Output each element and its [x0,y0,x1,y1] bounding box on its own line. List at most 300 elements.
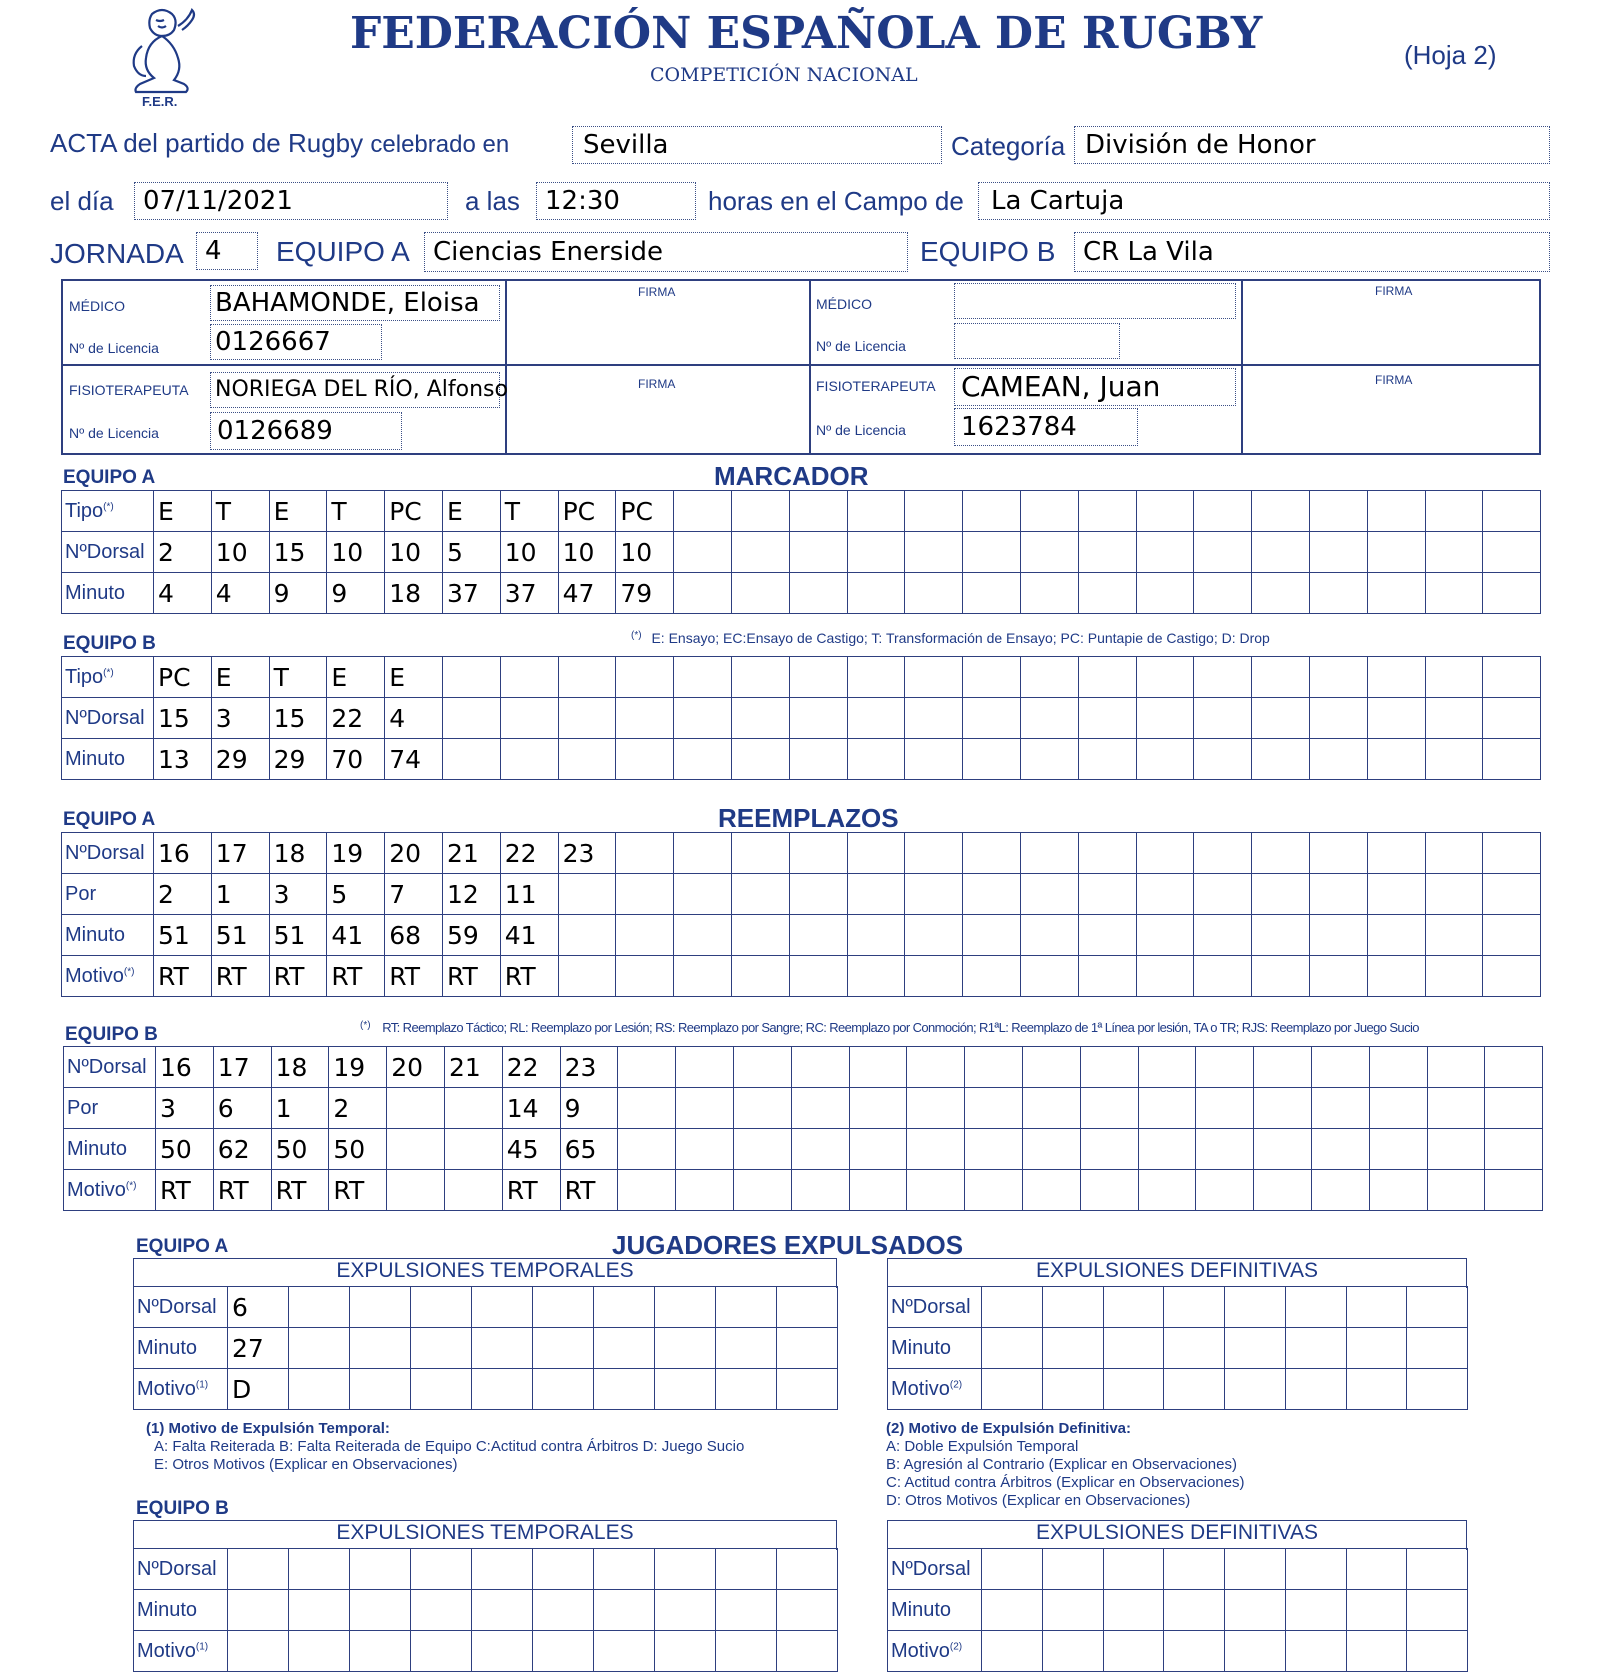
grid-cell[interactable] [350,1287,411,1328]
grid-cell[interactable] [849,1129,907,1170]
grid-cell[interactable] [1425,491,1483,532]
grid-cell[interactable] [533,1328,594,1369]
grid-cell[interactable] [1346,1328,1407,1369]
grid-cell[interactable] [1311,1129,1369,1170]
grid-cell[interactable]: RT [385,956,443,997]
grid-cell[interactable] [1483,491,1541,532]
grid-cell[interactable] [847,491,905,532]
grid-cell[interactable] [905,491,963,532]
grid-cell[interactable] [387,1129,445,1170]
grid-cell[interactable] [442,739,500,780]
doctor-a-license-field[interactable]: 0126667 [210,324,382,360]
grid-cell[interactable] [1346,1287,1407,1328]
grid-cell[interactable] [1194,739,1252,780]
grid-cell[interactable] [472,1287,533,1328]
grid-cell[interactable] [847,657,905,698]
grid-cell[interactable]: 20 [385,833,443,874]
grid-cell[interactable] [350,1328,411,1369]
grid-cell[interactable] [1136,874,1194,915]
grid-cell[interactable] [411,1328,472,1369]
grid-cell[interactable] [731,698,789,739]
grid-cell[interactable] [982,1631,1043,1672]
grid-cell[interactable] [289,1328,350,1369]
grid-cell[interactable] [731,874,789,915]
grid-cell[interactable] [1020,874,1078,915]
grid-cell[interactable] [1367,491,1425,532]
grid-cell[interactable]: 6 [228,1287,289,1328]
grid-cell[interactable] [716,1369,777,1410]
grid-cell[interactable]: RT [329,1170,387,1211]
grid-cell[interactable] [228,1549,289,1590]
grid-cell[interactable] [558,915,616,956]
grid-cell[interactable] [594,1369,655,1410]
grid-cell[interactable]: 5 [327,874,385,915]
grid-cell[interactable] [1020,956,1078,997]
grid-cell[interactable] [963,956,1021,997]
grid-cell[interactable] [594,1590,655,1631]
grid-cell[interactable] [350,1369,411,1410]
grid-cell[interactable] [533,1590,594,1631]
grid-cell[interactable] [963,915,1021,956]
grid-cell[interactable] [789,874,847,915]
grid-cell[interactable] [1285,1590,1346,1631]
grid-cell[interactable] [411,1369,472,1410]
grid-cell[interactable] [1369,1047,1427,1088]
grid-cell[interactable]: 10 [558,532,616,573]
grid-cell[interactable] [791,1047,849,1088]
grid-cell[interactable]: 29 [269,739,327,780]
grid-cell[interactable]: 27 [228,1328,289,1369]
grid-cell[interactable] [1136,532,1194,573]
grid-cell[interactable]: 47 [558,573,616,614]
grid-cell[interactable] [1136,698,1194,739]
grid-cell[interactable]: 50 [329,1129,387,1170]
grid-cell[interactable] [1483,833,1541,874]
grid-cell[interactable] [1425,874,1483,915]
grid-cell[interactable] [472,1590,533,1631]
grid-cell[interactable] [982,1549,1043,1590]
grid-cell[interactable] [905,874,963,915]
grid-cell[interactable] [716,1328,777,1369]
grid-cell[interactable] [905,833,963,874]
grid-cell[interactable]: 10 [500,532,558,573]
grid-cell[interactable]: 4 [385,698,443,739]
grid-cell[interactable]: 10 [327,532,385,573]
grid-cell[interactable] [1042,1631,1103,1672]
grid-cell[interactable] [1346,1631,1407,1672]
grid-cell[interactable]: 3 [156,1088,214,1129]
grid-cell[interactable] [963,698,1021,739]
grid-cell[interactable] [1078,532,1136,573]
grid-cell[interactable] [1309,739,1367,780]
grid-cell[interactable] [1346,1369,1407,1410]
grid-cell[interactable] [1309,657,1367,698]
grid-cell[interactable]: 2 [329,1088,387,1129]
grid-cell[interactable] [1483,739,1541,780]
grid-cell[interactable]: 18 [271,1047,329,1088]
grid-cell[interactable] [655,1287,716,1328]
grid-cell[interactable] [1020,491,1078,532]
grid-cell[interactable]: 21 [442,833,500,874]
grid-cell[interactable]: RT [154,956,212,997]
grid-cell[interactable] [907,1088,965,1129]
doctor-a-field[interactable]: BAHAMONDE, Eloisa [210,285,500,321]
grid-cell[interactable] [847,573,905,614]
grid-cell[interactable] [1022,1047,1080,1088]
grid-cell[interactable] [1078,657,1136,698]
grid-cell[interactable] [1138,1088,1196,1129]
grid-cell[interactable] [1427,1088,1485,1129]
grid-cell[interactable] [472,1549,533,1590]
grid-cell[interactable]: 65 [560,1129,618,1170]
grid-cell[interactable] [777,1549,838,1590]
grid-cell[interactable]: 5 [442,532,500,573]
grid-cell[interactable] [387,1088,445,1129]
grid-cell[interactable] [1225,1631,1286,1672]
grid-cell[interactable] [1136,956,1194,997]
grid-cell[interactable]: 17 [213,1047,271,1088]
category-field[interactable]: División de Honor [1074,126,1550,164]
grid-cell[interactable]: 23 [558,833,616,874]
grid-cell[interactable] [1425,833,1483,874]
grid-cell[interactable] [676,1129,734,1170]
grid-cell[interactable] [1483,874,1541,915]
grid-cell[interactable] [905,657,963,698]
grid-cell[interactable] [1225,1369,1286,1410]
grid-cell[interactable]: 50 [156,1129,214,1170]
grid-cell[interactable] [1225,1328,1286,1369]
grid-cell[interactable] [1254,1129,1312,1170]
grid-cell[interactable] [849,1047,907,1088]
grid-cell[interactable]: RT [500,956,558,997]
grid-cell[interactable] [1252,532,1310,573]
grid-cell[interactable] [1136,739,1194,780]
grid-cell[interactable] [791,1088,849,1129]
grid-cell[interactable] [716,1549,777,1590]
grid-cell[interactable]: 41 [500,915,558,956]
grid-cell[interactable] [289,1590,350,1631]
grid-cell[interactable] [674,698,732,739]
grid-cell[interactable]: 10 [211,532,269,573]
grid-cell[interactable]: 1 [211,874,269,915]
grid-cell[interactable] [847,532,905,573]
grid-cell[interactable] [1020,833,1078,874]
grid-cell[interactable] [847,739,905,780]
grid-cell[interactable]: E [211,657,269,698]
grid-cell[interactable] [1138,1170,1196,1211]
grid-cell[interactable] [1042,1287,1103,1328]
grid-cell[interactable] [676,1047,734,1088]
grid-cell[interactable] [789,573,847,614]
grid-cell[interactable] [1485,1088,1543,1129]
grid-cell[interactable] [228,1631,289,1672]
grid-cell[interactable]: RT [271,1170,329,1211]
grid-cell[interactable] [228,1590,289,1631]
grid-cell[interactable] [674,491,732,532]
grid-cell[interactable]: 10 [616,532,674,573]
grid-cell[interactable] [1425,573,1483,614]
time-field[interactable]: 12:30 [536,182,696,220]
grid-cell[interactable] [963,657,1021,698]
grid-cell[interactable] [905,532,963,573]
grid-cell[interactable] [411,1287,472,1328]
grid-cell[interactable] [289,1631,350,1672]
grid-cell[interactable] [1309,698,1367,739]
grid-cell[interactable] [616,915,674,956]
grid-cell[interactable] [533,1369,594,1410]
grid-cell[interactable] [1369,1129,1427,1170]
grid-cell[interactable] [1042,1369,1103,1410]
grid-cell[interactable] [472,1631,533,1672]
grid-cell[interactable] [731,657,789,698]
grid-cell[interactable] [1369,1170,1427,1211]
grid-cell[interactable] [1136,573,1194,614]
grid-cell[interactable] [1407,1369,1468,1410]
grid-cell[interactable] [1309,573,1367,614]
grid-cell[interactable] [558,657,616,698]
grid-cell[interactable]: 62 [213,1129,271,1170]
grid-cell[interactable] [387,1170,445,1211]
grid-cell[interactable] [847,956,905,997]
grid-cell[interactable] [905,573,963,614]
grid-cell[interactable] [618,1088,676,1129]
grid-cell[interactable] [1407,1631,1468,1672]
grid-cell[interactable] [1367,573,1425,614]
grid-cell[interactable] [1285,1369,1346,1410]
grid-cell[interactable]: 51 [154,915,212,956]
grid-cell[interactable]: 23 [560,1047,618,1088]
grid-cell[interactable]: 51 [211,915,269,956]
grid-cell[interactable] [1483,573,1541,614]
grid-cell[interactable] [1407,1590,1468,1631]
grid-cell[interactable] [411,1549,472,1590]
grid-cell[interactable] [1078,491,1136,532]
grid-cell[interactable] [442,657,500,698]
grid-cell[interactable]: 6 [213,1088,271,1129]
grid-cell[interactable]: E [385,657,443,698]
grid-cell[interactable] [1407,1287,1468,1328]
grid-cell[interactable] [1164,1369,1225,1410]
grid-cell[interactable] [733,1047,791,1088]
grid-cell[interactable] [789,491,847,532]
grid-cell[interactable] [1080,1170,1138,1211]
grid-cell[interactable] [1194,915,1252,956]
grid-cell[interactable] [350,1631,411,1672]
grid-cell[interactable] [1103,1590,1164,1631]
grid-cell[interactable]: E [327,657,385,698]
grid-cell[interactable] [350,1549,411,1590]
grid-cell[interactable] [1252,698,1310,739]
grid-cell[interactable] [1252,657,1310,698]
grid-cell[interactable] [442,698,500,739]
grid-cell[interactable]: 11 [500,874,558,915]
round-field[interactable]: 4 [196,232,258,270]
grid-cell[interactable]: RT [211,956,269,997]
grid-cell[interactable] [533,1631,594,1672]
grid-cell[interactable] [616,874,674,915]
grid-cell[interactable] [1020,657,1078,698]
grid-cell[interactable] [1196,1170,1254,1211]
grid-cell[interactable] [1020,915,1078,956]
grid-cell[interactable]: PC [154,657,212,698]
grid-cell[interactable] [907,1129,965,1170]
grid-cell[interactable] [1309,915,1367,956]
grid-cell[interactable]: PC [385,491,443,532]
grid-cell[interactable] [1078,739,1136,780]
grid-cell[interactable] [789,739,847,780]
grid-cell[interactable] [731,739,789,780]
grid-cell[interactable]: E [269,491,327,532]
physio-a-license-field[interactable]: 0126689 [210,412,402,450]
grid-cell[interactable] [1427,1047,1485,1088]
grid-cell[interactable] [1164,1549,1225,1590]
grid-cell[interactable] [1425,956,1483,997]
grid-cell[interactable] [1254,1047,1312,1088]
grid-cell[interactable] [1194,698,1252,739]
grid-cell[interactable] [676,1170,734,1211]
grid-cell[interactable]: T [211,491,269,532]
grid-cell[interactable] [963,573,1021,614]
grid-cell[interactable] [1080,1129,1138,1170]
grid-cell[interactable] [733,1170,791,1211]
grid-cell[interactable] [1252,833,1310,874]
grid-cell[interactable] [731,915,789,956]
grid-cell[interactable] [965,1088,1023,1129]
grid-cell[interactable]: E [154,491,212,532]
grid-cell[interactable] [655,1328,716,1369]
grid-cell[interactable]: 2 [154,874,212,915]
grid-cell[interactable] [472,1328,533,1369]
grid-cell[interactable] [655,1369,716,1410]
grid-cell[interactable] [1138,1129,1196,1170]
grid-cell[interactable]: RT [269,956,327,997]
grid-cell[interactable] [963,491,1021,532]
grid-cell[interactable] [789,698,847,739]
grid-cell[interactable] [963,739,1021,780]
grid-cell[interactable]: 21 [444,1047,502,1088]
grid-cell[interactable]: 37 [442,573,500,614]
grid-cell[interactable] [1138,1047,1196,1088]
grid-cell[interactable] [1252,956,1310,997]
grid-cell[interactable] [1483,915,1541,956]
grid-cell[interactable] [444,1170,502,1211]
grid-cell[interactable]: 59 [442,915,500,956]
grid-cell[interactable] [1309,874,1367,915]
grid-cell[interactable]: 20 [387,1047,445,1088]
grid-cell[interactable]: 2 [154,532,212,573]
grid-cell[interactable] [350,1590,411,1631]
grid-cell[interactable]: 15 [154,698,212,739]
grid-cell[interactable]: 14 [502,1088,560,1129]
grid-cell[interactable] [849,1170,907,1211]
grid-cell[interactable] [1078,573,1136,614]
grid-cell[interactable] [789,657,847,698]
grid-cell[interactable] [1020,698,1078,739]
grid-cell[interactable] [1252,491,1310,532]
grid-cell[interactable] [618,1129,676,1170]
grid-cell[interactable] [1103,1287,1164,1328]
grid-cell[interactable] [1225,1287,1286,1328]
grid-cell[interactable] [789,915,847,956]
grid-cell[interactable] [1254,1088,1312,1129]
grid-cell[interactable] [1020,532,1078,573]
grid-cell[interactable] [1311,1047,1369,1088]
grid-cell[interactable] [1136,833,1194,874]
grid-cell[interactable] [1196,1088,1254,1129]
grid-cell[interactable]: PC [616,491,674,532]
grid-cell[interactable] [655,1631,716,1672]
grid-cell[interactable] [674,657,732,698]
grid-cell[interactable] [777,1631,838,1672]
grid-cell[interactable] [1022,1170,1080,1211]
grid-cell[interactable]: 7 [385,874,443,915]
grid-cell[interactable] [1346,1590,1407,1631]
grid-cell[interactable]: T [269,657,327,698]
grid-cell[interactable] [472,1369,533,1410]
grid-cell[interactable]: 45 [502,1129,560,1170]
grid-cell[interactable] [847,874,905,915]
grid-cell[interactable] [731,573,789,614]
grid-cell[interactable]: 13 [154,739,212,780]
grid-cell[interactable] [674,739,732,780]
grid-cell[interactable]: 15 [269,532,327,573]
grid-cell[interactable] [1485,1170,1543,1211]
grid-cell[interactable] [963,532,1021,573]
grid-cell[interactable]: 1 [271,1088,329,1129]
grid-cell[interactable]: 9 [327,573,385,614]
grid-cell[interactable] [777,1369,838,1410]
grid-cell[interactable] [1194,573,1252,614]
grid-cell[interactable] [289,1369,350,1410]
grid-cell[interactable] [849,1088,907,1129]
grid-cell[interactable] [411,1631,472,1672]
grid-cell[interactable] [1196,1047,1254,1088]
grid-cell[interactable] [1407,1549,1468,1590]
grid-cell[interactable] [1194,874,1252,915]
grid-cell[interactable] [1311,1088,1369,1129]
grid-cell[interactable]: RT [502,1170,560,1211]
grid-cell[interactable] [500,739,558,780]
doctor-b-field[interactable] [954,283,1236,319]
grid-cell[interactable] [1042,1590,1103,1631]
grid-cell[interactable] [1194,657,1252,698]
doctor-b-license-field[interactable] [954,323,1120,359]
grid-cell[interactable] [791,1129,849,1170]
grid-cell[interactable] [1252,874,1310,915]
grid-cell[interactable] [616,698,674,739]
grid-cell[interactable] [500,657,558,698]
grid-cell[interactable] [594,1631,655,1672]
grid-cell[interactable]: 18 [269,833,327,874]
grid-cell[interactable] [963,833,1021,874]
grid-cell[interactable] [982,1328,1043,1369]
grid-cell[interactable]: 19 [329,1047,387,1088]
grid-cell[interactable] [1254,1170,1312,1211]
grid-cell[interactable] [1078,698,1136,739]
grid-cell[interactable] [616,657,674,698]
grid-cell[interactable] [1252,739,1310,780]
grid-cell[interactable] [1194,532,1252,573]
grid-cell[interactable] [1285,1287,1346,1328]
grid-cell[interactable] [1425,739,1483,780]
grid-cell[interactable]: RT [156,1170,214,1211]
grid-cell[interactable] [1346,1549,1407,1590]
grid-cell[interactable]: 10 [385,532,443,573]
grid-cell[interactable] [1369,1088,1427,1129]
grid-cell[interactable]: 3 [269,874,327,915]
grid-cell[interactable] [1020,739,1078,780]
grid-cell[interactable] [289,1549,350,1590]
